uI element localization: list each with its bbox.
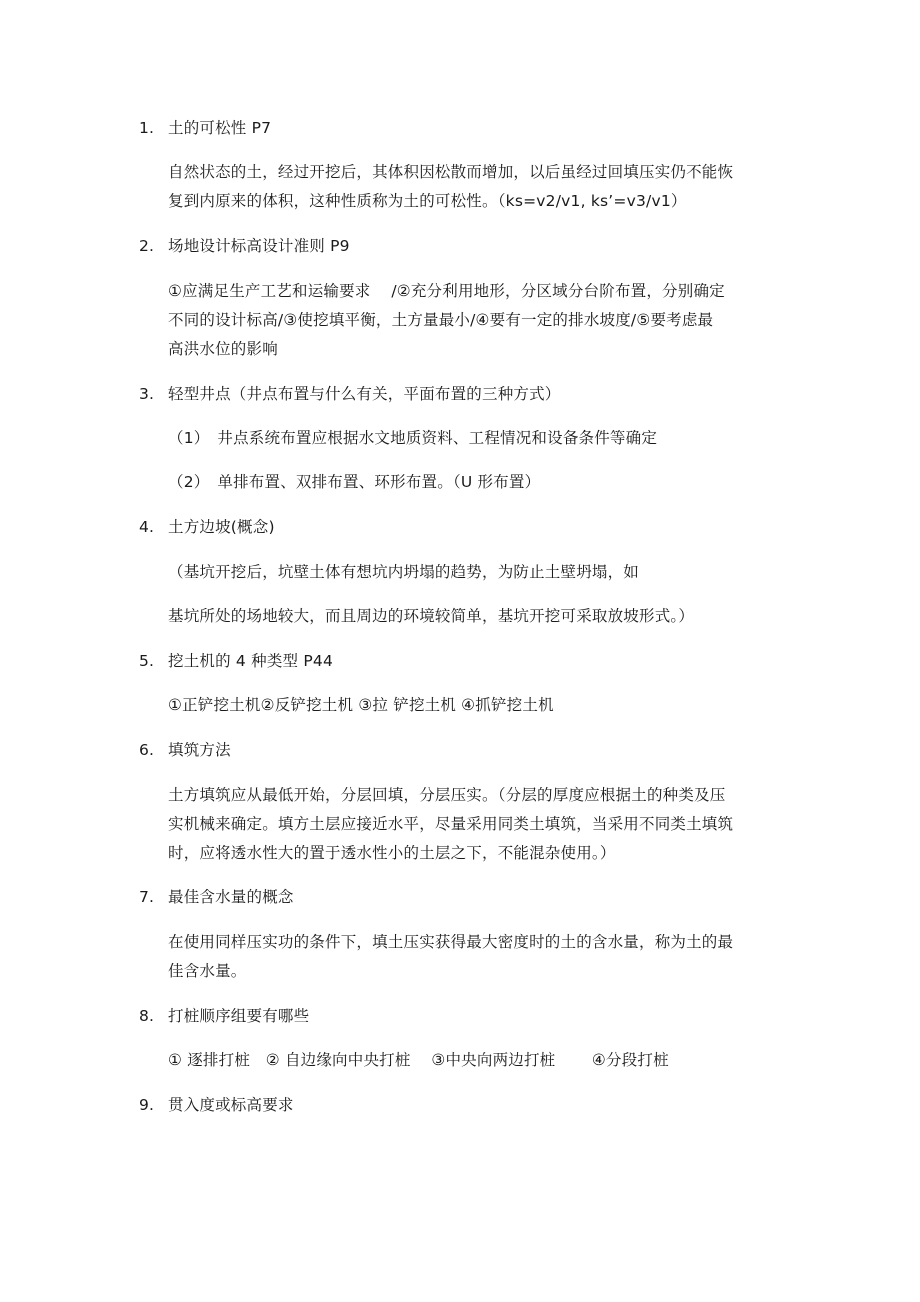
item-heading: 土方边坡(概念) — [168, 518, 275, 536]
item-body-line: 在使用同样压实功的条件下，填土压实获得最大密度时的土的含水量，称为土的最 — [168, 933, 734, 951]
item-body-line: 复到内原来的体积，这种性质称为土的可松性。（ks=v2/v1, ks’=v3/v1） — [168, 192, 687, 210]
item-number: 4. — [139, 518, 155, 536]
item-body-line: 基坑所处的场地较大，而且周边的环境较简单，基坑开挖可采取放坡形式。） — [168, 607, 695, 625]
item-body-line: 自然状态的土，经过开挖后，其体积因松散而增加，以后虽经过回填压实仍不能恢 — [168, 163, 734, 181]
item-body-line: 土方填筑应从最低开始，分层回填，分层压实。（分层的厚度应根据土的种类及压 — [168, 786, 726, 804]
item-number: 7. — [139, 888, 155, 906]
item-body-line: 时，应将透水性大的置于透水性小的土层之下，不能混杂使用。） — [168, 844, 616, 862]
item-heading: 挖土机的 4 种类型 P44 — [168, 652, 334, 670]
item-body-line: ① 逐排打桩 ② 自边缘向中央打桩 ③中央向两边打桩 ④分段打桩 — [168, 1051, 669, 1069]
item-body-line: （1） 井点系统布置应根据水文地质资料、工程情况和设备条件等确定 — [168, 429, 658, 447]
item-heading: 贯入度或标高要求 — [168, 1096, 294, 1114]
item-heading: 最佳含水量的概念 — [168, 888, 294, 906]
item-number: 3. — [139, 385, 155, 403]
item-body-line: ①应满足生产工艺和运输要求 /②充分利用地形，分区域分台阶布置，分别确定 — [168, 282, 725, 300]
item-body-line: 高洪水位的影响 — [168, 340, 278, 358]
item-heading: 填筑方法 — [168, 741, 231, 759]
item-body-line: 佳含水量。 — [168, 962, 247, 980]
item-body-line: 实机械来确定。填方土层应接近水平，尽量采用同类土填筑，当采用不同类土填筑 — [168, 815, 734, 833]
item-number: 6. — [139, 741, 155, 759]
item-heading: 土的可松性 P7 — [168, 119, 272, 137]
item-heading: 场地设计标高设计准则 P9 — [168, 237, 350, 255]
item-body-line: （2） 单排布置、双排布置、环形布置。（U 形布置） — [168, 473, 541, 491]
item-number: 1. — [139, 119, 155, 137]
item-body-line: ①正铲挖土机②反铲挖土机 ③拉 铲挖土机 ④抓铲挖土机 — [168, 696, 554, 714]
item-number: 8. — [139, 1007, 155, 1025]
item-number: 2. — [139, 237, 155, 255]
item-heading: 轻型井点（井点布置与什么有关，平面布置的三种方式） — [168, 385, 561, 403]
item-body-line: 不同的设计标高/③使挖填平衡，土方量最小/④要有一定的排水坡度/⑤要考虑最 — [168, 311, 714, 329]
item-heading: 打桩顺序组要有哪些 — [168, 1007, 310, 1025]
item-number: 9. — [139, 1096, 155, 1114]
item-body-line: （基坑开挖后，坑壁土体有想坑内坍塌的趋势，为防止土壁坍塌，如 — [168, 563, 640, 581]
item-number: 5. — [139, 652, 155, 670]
